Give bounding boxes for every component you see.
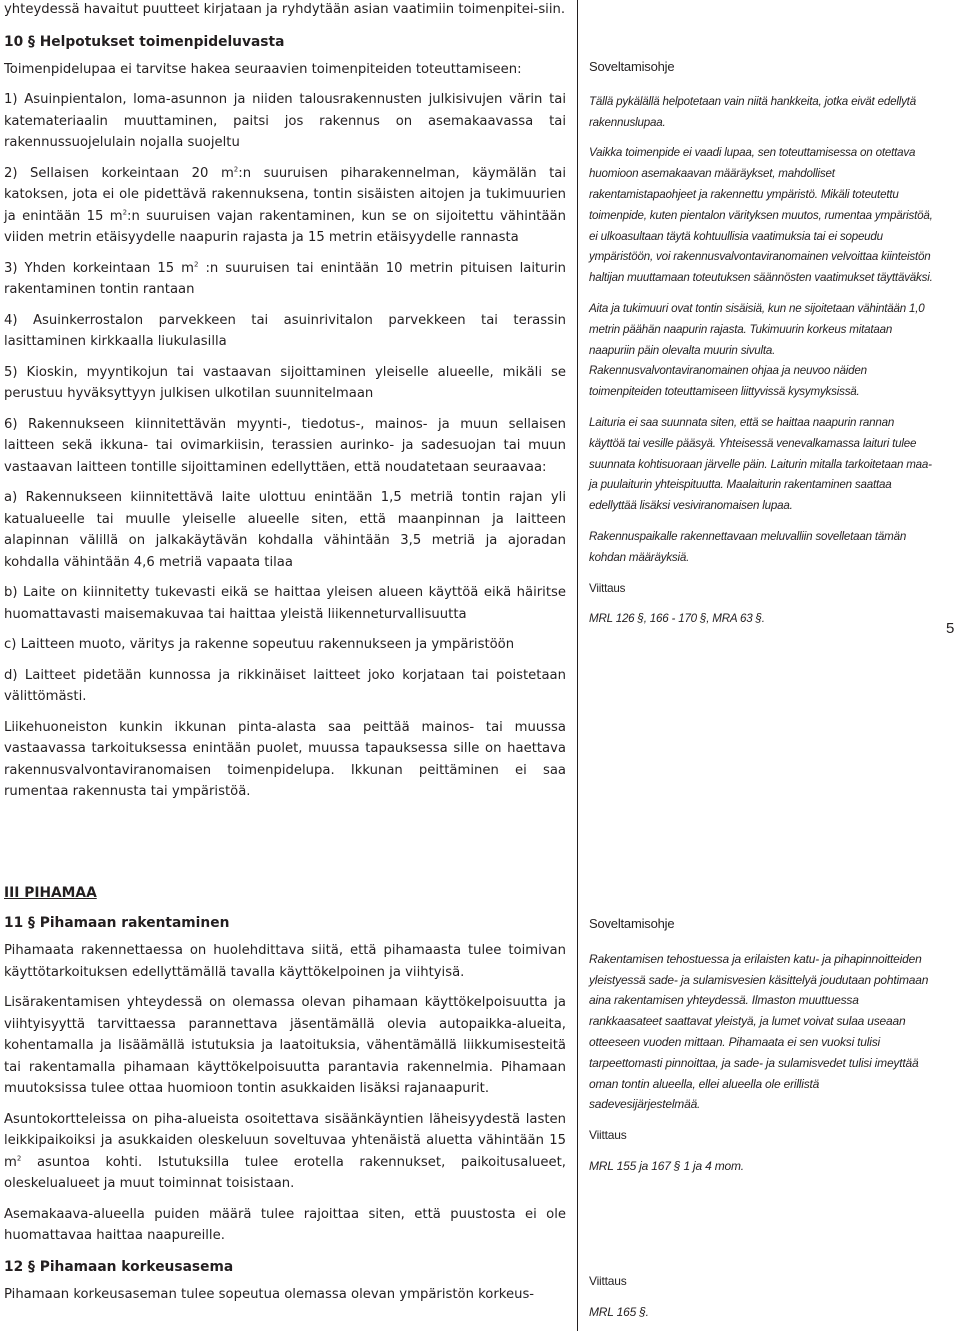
reference-text: MRL 126 §, 166 - 170 §, MRA 63 §. [589, 612, 765, 626]
intro-text: yhteydessä havaitut puutteet kirjataan ja ryhdytään asian vaatimiin toimenpitei-siin. [4, 2, 566, 17]
sub-item-a: a) Rakennukseen kiinnitettävä laite ulottuu enintään 1,5 metriä tontin rajan yli katualueelle tai muulle yleiselle alueelle siten, että maanpinnan ja laitteen alapinnan välillä on jalkakäytävän kohdalla vähintään 3,5 metriä ja ajoradan kohdalla vähintään 4,6 metriä vapaata tilaa [4, 490, 566, 570]
guidance-label: Soveltamisohje [589, 59, 675, 74]
guidance-paragraph-6: Rakentamisen tehostuessa ja erilaisten katu- ja pihapinnoitteiden yleistyessä sade- ja sulamisvesien käsittelyä joudutaan pohtimaan aina rakentamisen yhteydessä. Ilmaston muuttuessa rankkaasateet saattavat yleistyä, ja lumet voivat sulaa useaan otteeseen vuoden mittaan. Pihamaata ei sen vuoksi tulisi tarpeettomasti pinnoittaa, ja sade- ja sulamisvedet tulisi imeyttää oman tontin alueella, ellei alueella ole erillistä sadevesijärjestelmää. [589, 951, 929, 1112]
guidance-label-2: Soveltamisohje [589, 916, 675, 931]
side-column-bottom-2 [589, 1271, 933, 1333]
section-11-paragraph-2: Lisärakentamisen yhteydessä on olemassa olevan pihamaan käyttökelpoisuutta ja viihtyisyyttä tarvittaessa parannettava jäsentämällä olevia autopaikka-alueita, kohentamalla ja lisäämällä istutuksia ja laatoituksia, vähentämällä liikkumisesteitä tai rakentamalla pihamaan käyttökelpoisuutta parantavia rakennelmia. Pihamaan muutoksissa tulee ottaa huomioon tontin asukkaiden lisäksi rajanaapurit. [4, 995, 566, 1096]
sub-item-c: c) Laitteen muoto, väritys ja rakenne sopeutuu rakennukseen ja ympäristöön [4, 637, 515, 652]
reference-label-2: Viittaus [589, 1128, 627, 1143]
reference-text-2: MRL 155 ja 167 § 1 ja 4 mom. [589, 1158, 744, 1173]
item-6: 6) Rakennukseen kiinnitettävän myynti-, tiedotus-, mainos- ja muun sellaisen laitteen sekä ikkuna- tai ovimarkiisin, terassien aurinko- ja sadesuojan tai muun vastaavan laitteen tontille sijoittaminen edellyttäen, että noudatetaan seuraavaa: [4, 416, 566, 475]
shop-windows-paragraph: Liikehuoneiston kunkin ikkunan pinta-alasta saa peittää mainos- tai muussa vastaavassa tarkoituksessa enintään puolet, muussa tapauksessa sille on haettava rakennusvalvontaviranomaisen toimenpidelupa. Ikkunan peittäminen ei saa rumentaa rakennusta tai ympäristöä. [4, 719, 566, 799]
sub-item-d: d) Laitteet pidetään kunnossa ja rikkinäiset laitteet joko korjataan tai poistetaan välittömästi. [4, 667, 566, 704]
section-10-lead: Toimenpidelupaa ei tarvitse hakea seuraavien toimenpiteiden toteuttamiseen: [4, 61, 522, 77]
page-number: 5 [946, 620, 955, 637]
section-11-paragraph-1: Pihamaata rakennettaessa on huolehdittava siitä, että pihamaasta tulee toimivan käyttötarkoituksen edellyttämällä tavalla käyttökelpoinen ja viihtyisä. [4, 943, 566, 980]
guidance-paragraph-1: Tällä pykälällä helpotetaan vain niitä hankkeita, jotka eivät edellytä rakennuslupaa. [589, 94, 916, 129]
reference-text-3: MRL 165 §. [589, 1304, 649, 1319]
item-2: 2) Sellaisen korkeintaan 20 $m^2:n$ suuruisen piharakennelman, käymälän tai katoksen, jota ei ole pidettävä rakennuksena, tontin sisäisten aitojen ja tukimuurien ja enintään 15 $m^2:n$ suuruisen vajan rakentaminen, kun se on sijoitettu vähintään viiden metrin etäisyydelle naapurin rajasta ja 15 metrin etäisyydelle rannasta [4, 165, 566, 245]
guidance-paragraph-5: Rakennuspaikalle rakennettavaan meluvalliin sovelletaan tämän kohdan määräyksiä. [589, 529, 907, 564]
guidance-paragraph-4: Laituria ei saa suunnata siten, että se haittaa naapurin rannan käyttöä tai vesille pääsyä. Yhteisessä venevalkamassa laituri tulee suunnata kohtisuoraan järvelle päin. Laiturin mitalla tarkoitetaan maa- ja puulaiturin yhteispituutta. Maalaiturin rakentaminen saattaa edellyttää lisäksi vesiviranomaisen lupaa. [589, 415, 932, 513]
section-11-title: 11 § Pihamaan rakentaminen [4, 915, 230, 931]
guidance-paragraph-3: Aita ja tukimuuri ovat tontin sisäisiä, kun ne sijoitetaan vähintään 1,0 metrin päähän naapurin rajasta. Tukimuurin korkeus mitataan naapuriin päin olevalta muurin sivulta. Rakennusvalvontaviranomainen ohjaa ja neuvoo näiden toimenpiteiden toteuttamiseen liittyvissä kysymyksissä. [589, 301, 925, 399]
item-4: 4) Asuinkerrostalon parvekkeen tai asuinrivitalon parvekkeen tai terassin lasittaminen kirkkaalla liukulasilla [4, 312, 566, 349]
side-column-top [589, 57, 933, 640]
guidance-paragraph-2: Vaikka toimenpide ei vaadi lupaa, sen toteuttamisessa on otettava huomioon asemakaavan määräykset, mahdolliset rakentamistapaohjeet ja rakennettu ympäristö. Mikäli toteutettu toimenpide, kuten pientalon värityksen muutos, rumentaa ympäristöä, ei ulkoasultaan täytä kohtuullisia vaatimuksia tai ei sopeudu ympäristöön, voi rakennusvalvontaviranomainen velvoittaa kiinteistön haltijan muuttamaan toteutuksen säännösten vaatimukset täyttäväksi. [589, 146, 933, 285]
section-12-title: 12 § Pihamaan korkeusasema [4, 1258, 234, 1275]
main-column-top [4, 0, 566, 812]
item-3: 3) Yhden korkeintaan 15 $m^2$ :n suuruisen tai enintään 10 metrin pituisen laiturin rakentaminen tontin rantaan [4, 260, 566, 297]
main-column-bottom [4, 882, 566, 1314]
reference-label: Viittaus [589, 581, 626, 595]
section-11-paragraph-3: Asuntokortteleissa on piha-alueista osoitettava sisäänkäyntien läheisyydestä lasten leikkipaikoiksi ja asukkaiden oleskeluun soveltuvaa yhtenäistä aluetta vähintään 15 $m^2$ asuntoa kohti. Istutuksilla tulee erotella rakennukset, paikoitusalueet, oleskelualueet ja muut toiminnat toisistaan. [4, 1111, 566, 1191]
reference-label-3: Viittaus [589, 1274, 627, 1288]
section-11-paragraph-4: Asemakaava-alueella puiden määrä tulee rajoittaa siten, että puustosta ei ole huomattavaa haittaa naapureille. [4, 1206, 566, 1243]
item-1: 1) Asuinpientalon, loma-asunnon ja niiden talousrakennusten julkisivujen värin tai katemateriaalin muuttaminen, paitsi jos rakennus on asemakaavassa tai rakennussuojelulain nojalla suojeltu [4, 92, 566, 150]
section-12-paragraph-1: Pihamaan korkeusaseman tulee sopeutua olemassa olevan ympäristön korkeus- [4, 1286, 535, 1302]
section-10-title: 10 § Helpotukset toimenpideluvasta [4, 33, 285, 50]
column-divider [577, 0, 578, 1331]
side-column-bottom [589, 914, 933, 1187]
item-5: 5) Kioskin, myyntikojun tai vastaavan sijoittaminen yleiselle alueelle, mikäli se perustuu hyväksyttyyn julkisen ulkotilan suunnitelmaan [4, 364, 566, 401]
chapter-title: III PIHAMAA [4, 885, 97, 901]
sub-item-b: b) Laite on kiinnitetty tukevasti eikä se haittaa yleisen alueen käyttöä eikä häiritse huomattavasti maisemakuvaa tai haittaa yleistä liikenneturvallisuutta [4, 585, 566, 622]
